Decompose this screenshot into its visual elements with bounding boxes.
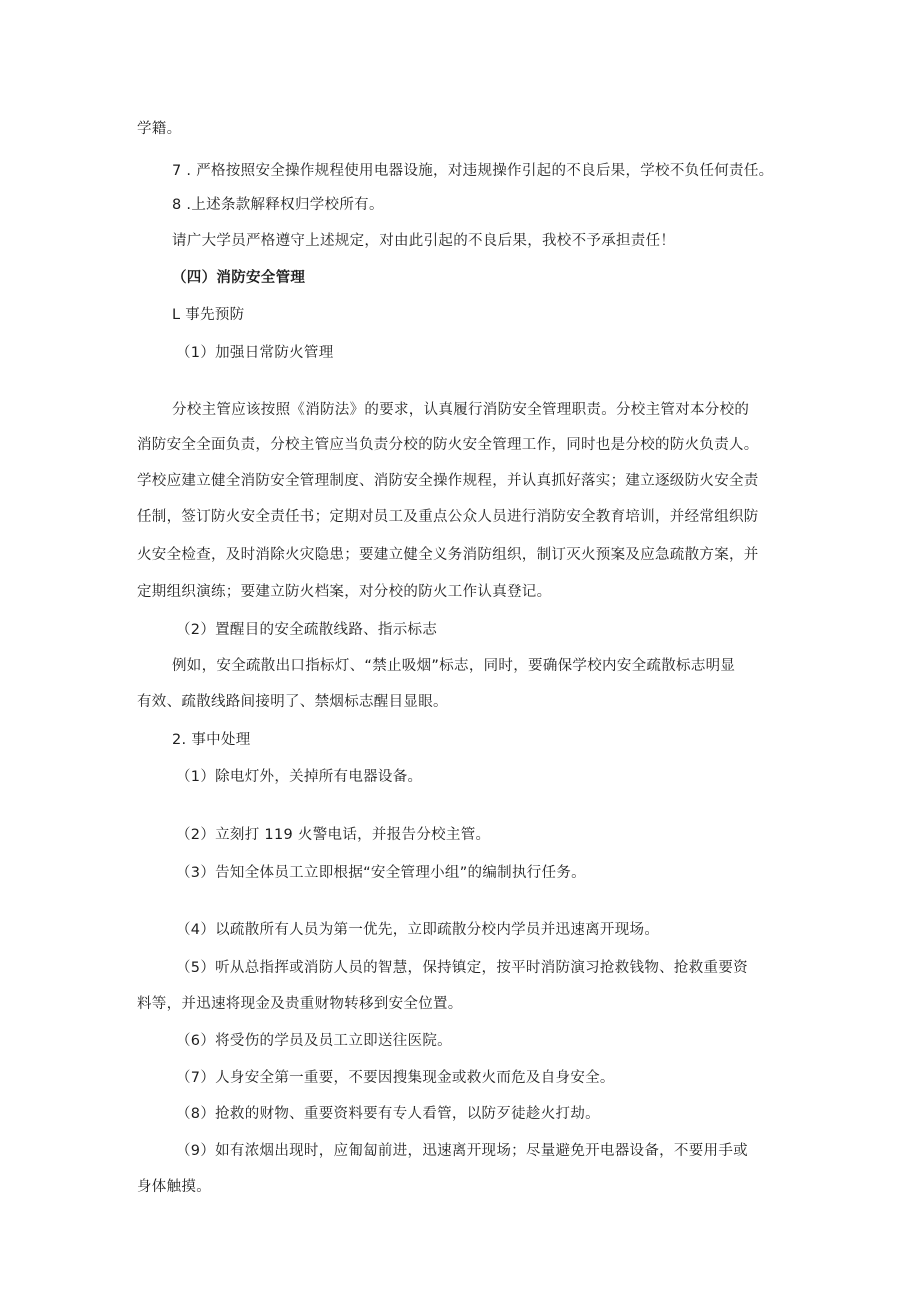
paragraph-line: 身体触摸。 [137,1179,211,1195]
subsection-heading: L 事先预防 [172,307,245,323]
list-item: （7）人身安全第一重要，不要因搜集现金或救火而危及自身安全。 [176,1070,615,1086]
list-item: （3）告知全体员工立即根据“安全管理小组”的编制执行任务。 [176,865,586,881]
paragraph-line: 定期组织演练；要建立防火档案，对分校的防火工作认真登记。 [137,584,552,600]
paragraph-line: 有效、疏散线路间接明了、禁烟标志醒目显眼。 [137,694,448,710]
paragraph-line: 分校主管应该按照《消防法》的要求，认真履行消防安全管理职责。分校主管对本分校的 [172,402,750,418]
paragraph-line: 例如，安全疏散出口指标灯、“禁止吸烟”标志，同时，要确保学校内安全疏散标志明显 [172,658,736,674]
list-item: （1）除电灯外，关掉所有电器设备。 [176,769,423,785]
paragraph-line: 消防安全全面负责，分校主管应当负责分校的防火安全管理工作，同时也是分校的防火负责人。 [137,437,759,453]
subsection-heading: 2. 事中处理 [172,732,251,748]
paragraph-line: 火安全检查，及时消除火灾隐患；要建立健全义务消防组织，制订灭火预案及应急疏散方案，并 [137,547,759,563]
paragraph-line: 学校应建立健全消防安全管理制度、消防安全操作规程，并认真抓好落实；建立逐级防火安全责 [137,473,759,489]
list-item: （6）将受伤的学员及员工立即送往医院。 [176,1033,452,1049]
text-line: 学籍。 [137,121,182,137]
paragraph-line: 任制，签订防火安全责任书；定期对员工及重点公众人员进行消防安全教育培训，并经常组织防 [137,509,759,525]
text-line: 请广大学员严格遵守上述规定，对由此引起的不良后果，我校不予承担责任！ [172,233,676,249]
list-item: （8）抢救的财物、重要资料要有专人看管，以防歹徒趁火打劫。 [176,1106,600,1122]
list-item-8: 8 .上述条款解释权归学校所有。 [172,197,384,213]
list-item: （2）置醒目的安全疏散线路、指示标志 [176,622,438,638]
list-item: （9）如有浓烟出现时，应匍匐前进，迅速离开现场；尽量避免开电器设备，不要用手或 [176,1143,748,1159]
list-item: （4）以疏散所有人员为第一优先，立即疏散分校内学员并迅速离开现场。 [176,922,660,938]
list-item: （5）听从总指挥或消防人员的智慧，保持镇定，按平时消防演习抢救钱物、抢救重要资 [176,960,748,976]
list-item: （1）加强日常防火管理 [176,345,334,361]
paragraph-line: 料等，并迅速将现金及贵重财物转移到安全位置。 [137,996,463,1012]
list-item-7: 7 . 严格按照安全操作规程使用电器设施，对违规操作引起的不良后果，学校不负任何责任。 [172,163,774,179]
list-item: （2）立刻打 119 火警电话，并报告分校主管。 [176,827,491,843]
section-heading: （四）消防安全管理 [172,270,306,286]
